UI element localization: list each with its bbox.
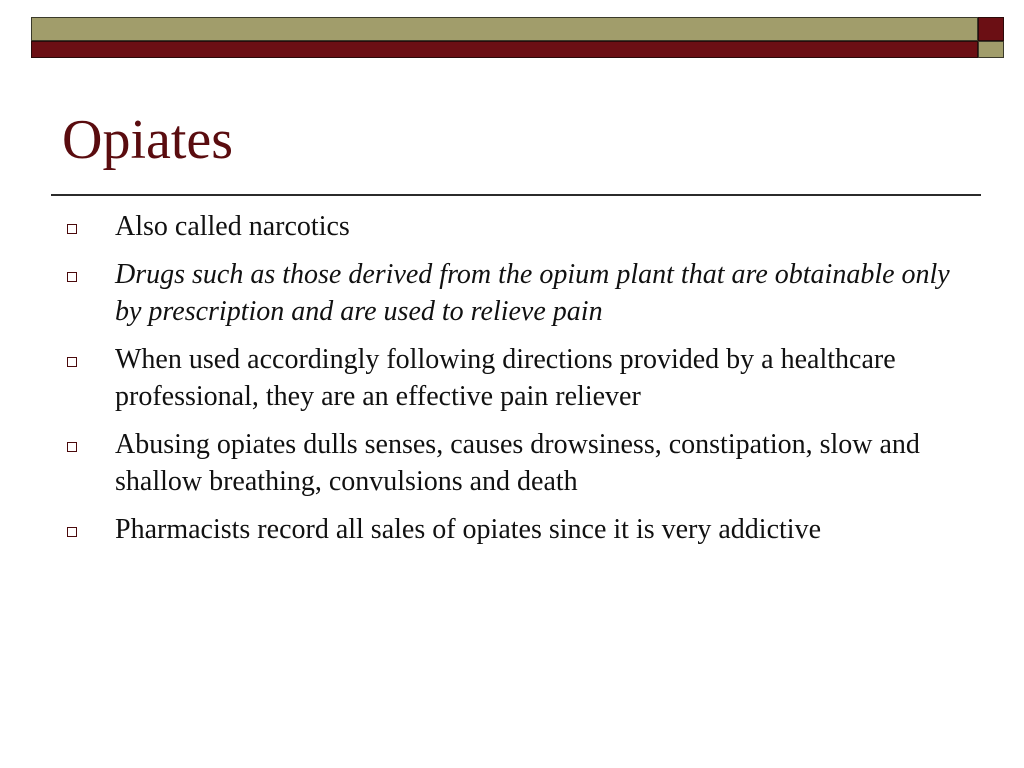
- hollow-square-bullet-icon: [67, 224, 77, 234]
- bullet-item: [62, 511, 962, 548]
- hollow-square-bullet-icon: [67, 527, 77, 537]
- title-divider: [51, 194, 981, 196]
- bullet-item: [62, 426, 962, 500]
- header-bar-maroon: [31, 41, 978, 58]
- hollow-square-bullet-icon: [67, 272, 77, 282]
- bullet-item: [62, 256, 962, 330]
- bullet-text: Also called narcotics: [115, 211, 350, 242]
- bullet-text: When used accordingly following directions provided by a healthcare professional, they are an effective pain reliever: [115, 344, 896, 412]
- header-corner-olive: [978, 41, 1004, 58]
- header-bar-olive: [31, 17, 978, 41]
- bullet-item: [62, 341, 962, 415]
- slide-title: Opiates: [62, 109, 234, 171]
- bullet-text: Pharmacists record all sales of opiates since it is very addictive: [115, 514, 822, 545]
- bullet-text: Abusing opiates dulls senses, causes drowsiness, constipation, slow and shallow breathing, convulsions and death: [115, 429, 920, 497]
- bullet-list: [62, 208, 962, 559]
- bullet-text: Drugs such as those derived from the opium plant that are obtainable only by prescription and are used to relieve pain: [115, 259, 950, 327]
- hollow-square-bullet-icon: [67, 442, 77, 452]
- hollow-square-bullet-icon: [67, 357, 77, 367]
- header-corner-maroon: [978, 17, 1004, 41]
- bullet-item: [62, 208, 962, 245]
